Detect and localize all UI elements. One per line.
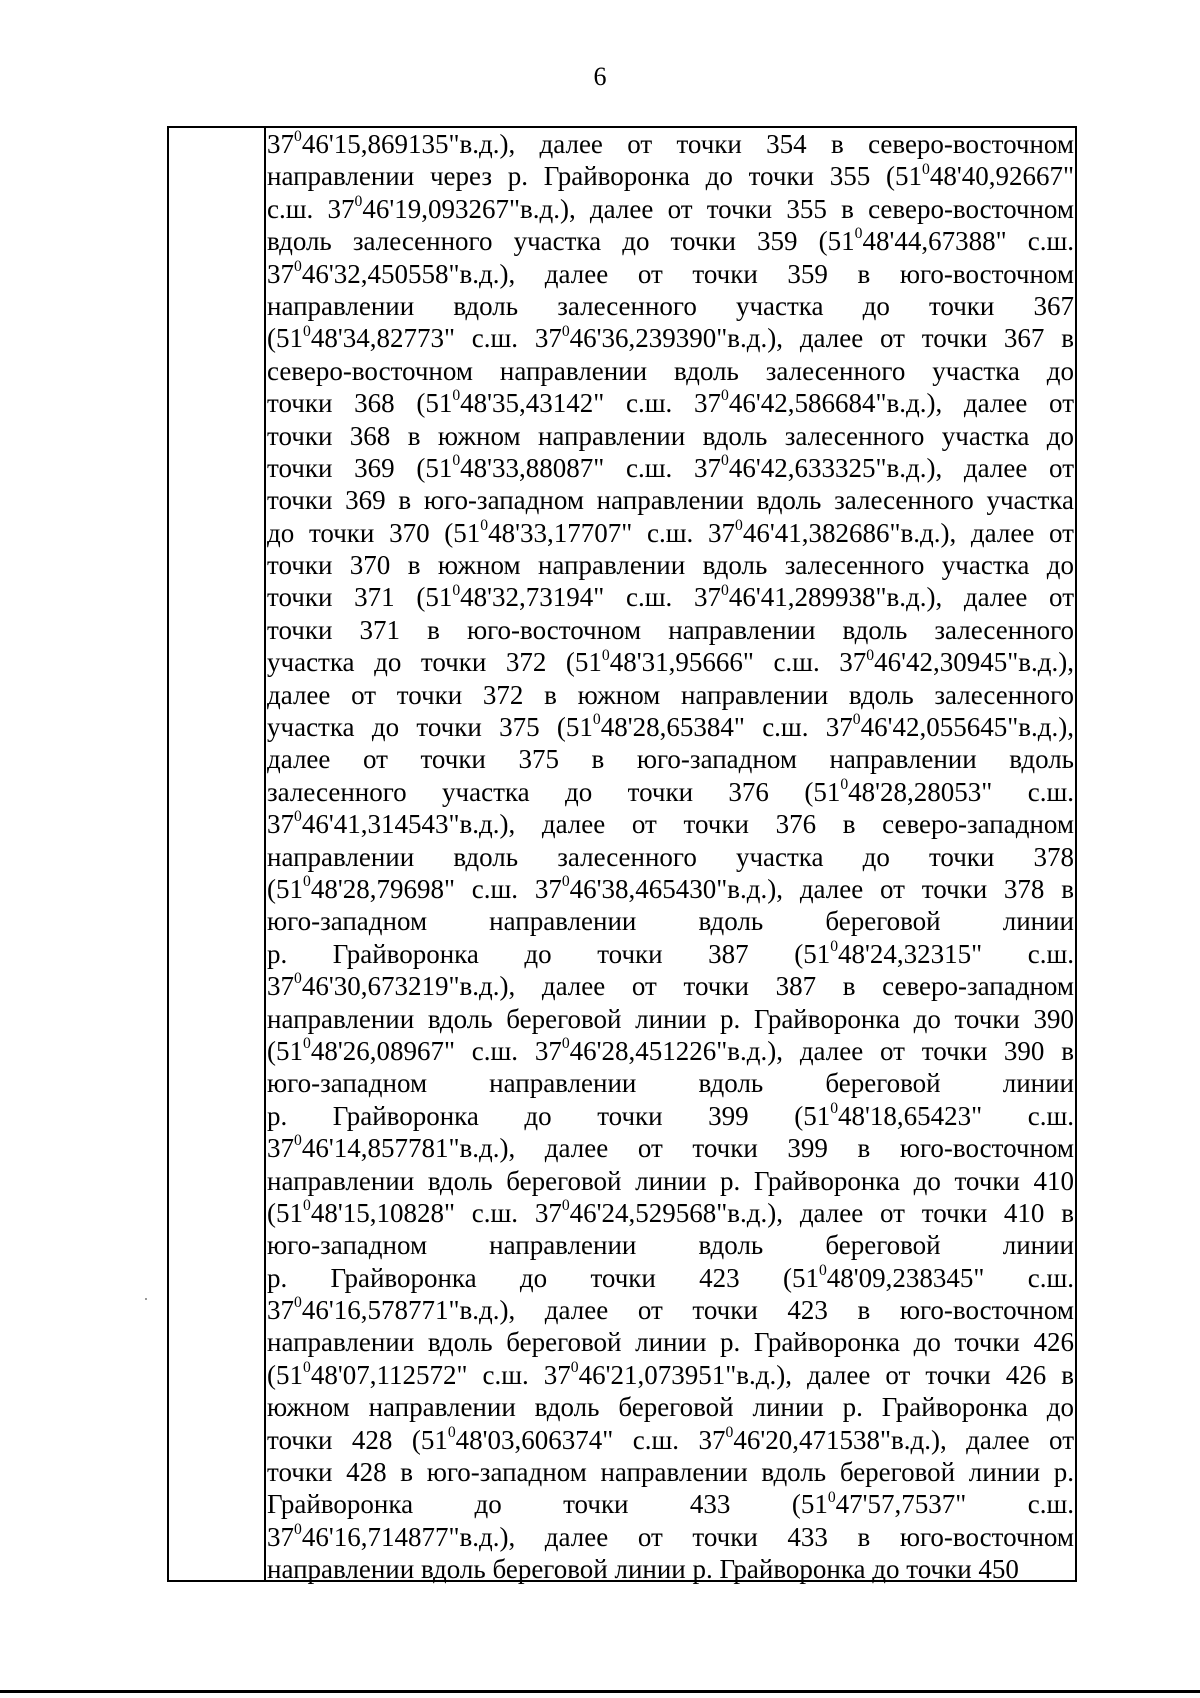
text-line: $37^046'15,869135"в.д$.), далее от точки 354 в северо-восточном [267, 128, 1074, 159]
text-line: точки 370 в южном направлении вдоль залесенного участка до [267, 550, 1074, 581]
text-line: Грайворонка до точки 433 ($51^047'57,7537$" с.ш. [267, 1488, 1074, 1520]
text-line: залесенного участка до точки 376 ($51^048'28,28053$" с.ш. [267, 776, 1074, 807]
text-line: $37^046'32,450558"в.д$.), далее от точки 359 в юго-восточном [267, 257, 1074, 289]
text-line: южном направлении вдоль береговой линии р. Грайворонка до [267, 1392, 1074, 1423]
text-line: с.ш. $37^046'19,093267"в.д$.), далее от точки 355 в северо-восточном [267, 193, 1074, 224]
text-line: северо-восточном направлении вдоль залесенного участка до [267, 355, 1074, 386]
text-line: юго-западном направлении вдоль береговой линии [267, 1230, 1074, 1261]
text-line: $37^046'14,857781"в.д$.), далее от точки 399 в юго-восточном [267, 1132, 1074, 1164]
text-line: участка до точки 372 ($51^048'31,95666$" с.ш. $37^046'42,30945"в.д$.), [267, 646, 1074, 678]
text-line: вдоль залесенного участка до точки 359 ($51^048'44,67388$" с.ш. [267, 225, 1074, 257]
text-line: направлении вдоль залесенного участка до точки 378 [267, 841, 1074, 872]
text-line: точки 368 ($51^048'35,43142$" с.ш. $37^046'42,586684"в.д$.), далее от [267, 387, 1074, 419]
text-line: $37^046'30,673219"в.д$.), далее от точки 387 в северо-западном [267, 970, 1074, 1002]
text-line: юго-западном направлении вдоль береговой линии [267, 906, 1074, 937]
text-line: далее от точки 375 в юго-западном направлении вдоль [267, 744, 1074, 775]
text-line: участка до точки 375 ($51^048'28,65384$" с.ш. $37^046'42,055645"в.д$.), [267, 711, 1074, 743]
text-line: р. Грайворонка до точки 387 ($51^048'24,32315$" с.ш. [267, 938, 1074, 969]
text-line: направлении вдоль залесенного участка до точки 367 [267, 290, 1074, 321]
text-line: направлении через р. Грайворонка до точки 355 ($51^048'40,92667$" [267, 160, 1074, 192]
text-line: точки 368 в южном направлении вдоль залесенного участка до [267, 420, 1074, 451]
text-line: направлении вдоль береговой линии р. Грайворонка до точки 410 [267, 1165, 1074, 1196]
text-line: $37^046'16,578771"в.д$.), далее от точки 423 в юго-восточном [267, 1294, 1074, 1326]
empty-left-column [169, 128, 266, 1580]
text-line: точки 371 в юго-восточном направлении вдоль залесенного [267, 614, 1074, 645]
bottom-scan-edge [0, 1690, 1200, 1693]
text-line: точки 369 ($51^048'33,88087$" с.ш. $37^046'42,633325"в.д$.), далее от [267, 452, 1074, 483]
document-table [167, 126, 1077, 1585]
text-line: юго-западном направлении вдоль береговой линии [267, 1068, 1074, 1099]
text-line: р. Грайворонка до точки 399 ($51^048'18,65423$" с.ш. [267, 1099, 1074, 1131]
text-line: р. Грайворонка до точки 423 ($51^048'09,238345$" с.ш. [267, 1261, 1074, 1293]
text-line: $37^046'16,714877"в.д$.), далее от точки 433 в юго-восточном [267, 1521, 1074, 1552]
text-line: до точки 370 ($51^048'33,17707$" с.ш. $37^046'41,382686"в.д$.), далее от [267, 516, 1074, 548]
text-line: ($51^048'28,79698$" с.ш. $37^046'38,465430"в.д$.), далее от точки 378 в [267, 873, 1074, 904]
text-line: точки 428 в юго-западном направлении вдоль береговой линии р. [267, 1457, 1074, 1488]
text-line: ($51^048'34,82773$" с.ш. $37^046'36,239390"в.д$.), далее от точки 367 в [267, 322, 1074, 354]
text-line: точки 428 ($51^048'03,606374$" с.ш. $37^046'20,471538"в.д$.), далее от [267, 1423, 1074, 1455]
text-line: ($51^048'15,10828$" с.ш. $37^046'24,529568"в.д$.), далее от точки 410 в [267, 1197, 1074, 1228]
text-line: направлении вдоль береговой линии р. Грайворонка до точки 390 [267, 1003, 1074, 1034]
text-line: точки 369 в юго-западном направлении вдоль залесенного участка [267, 485, 1074, 516]
text-line: точки 371 ($51^048'32,73194$" с.ш. $37^046'41,289938"в.д$.), далее от [267, 581, 1074, 613]
scan-speck [145, 1298, 147, 1300]
text-line: ($51^048'07,112572$" с.ш. $37^046'21,073951"в.д$.), далее от точки 426 в [267, 1359, 1074, 1390]
text-line: ($51^048'26,08967$" с.ш. $37^046'28,451226"в.д$.), далее от точки 390 в [267, 1035, 1074, 1066]
text-line: далее от точки 372 в южном направлении вдоль залесенного [267, 679, 1074, 710]
text-line: направлении вдоль береговой линии р. Грайворонка до точки 450 [267, 1554, 1019, 1585]
text-line: направлении вдоль береговой линии р. Грайворонка до точки 426 [267, 1327, 1074, 1358]
page-number: 6 [593, 62, 607, 91]
boundary-description-text [266, 128, 1075, 1585]
text-line: $37^046'41,314543"в.д$.), далее от точки 376 в северо-западном [267, 808, 1074, 840]
